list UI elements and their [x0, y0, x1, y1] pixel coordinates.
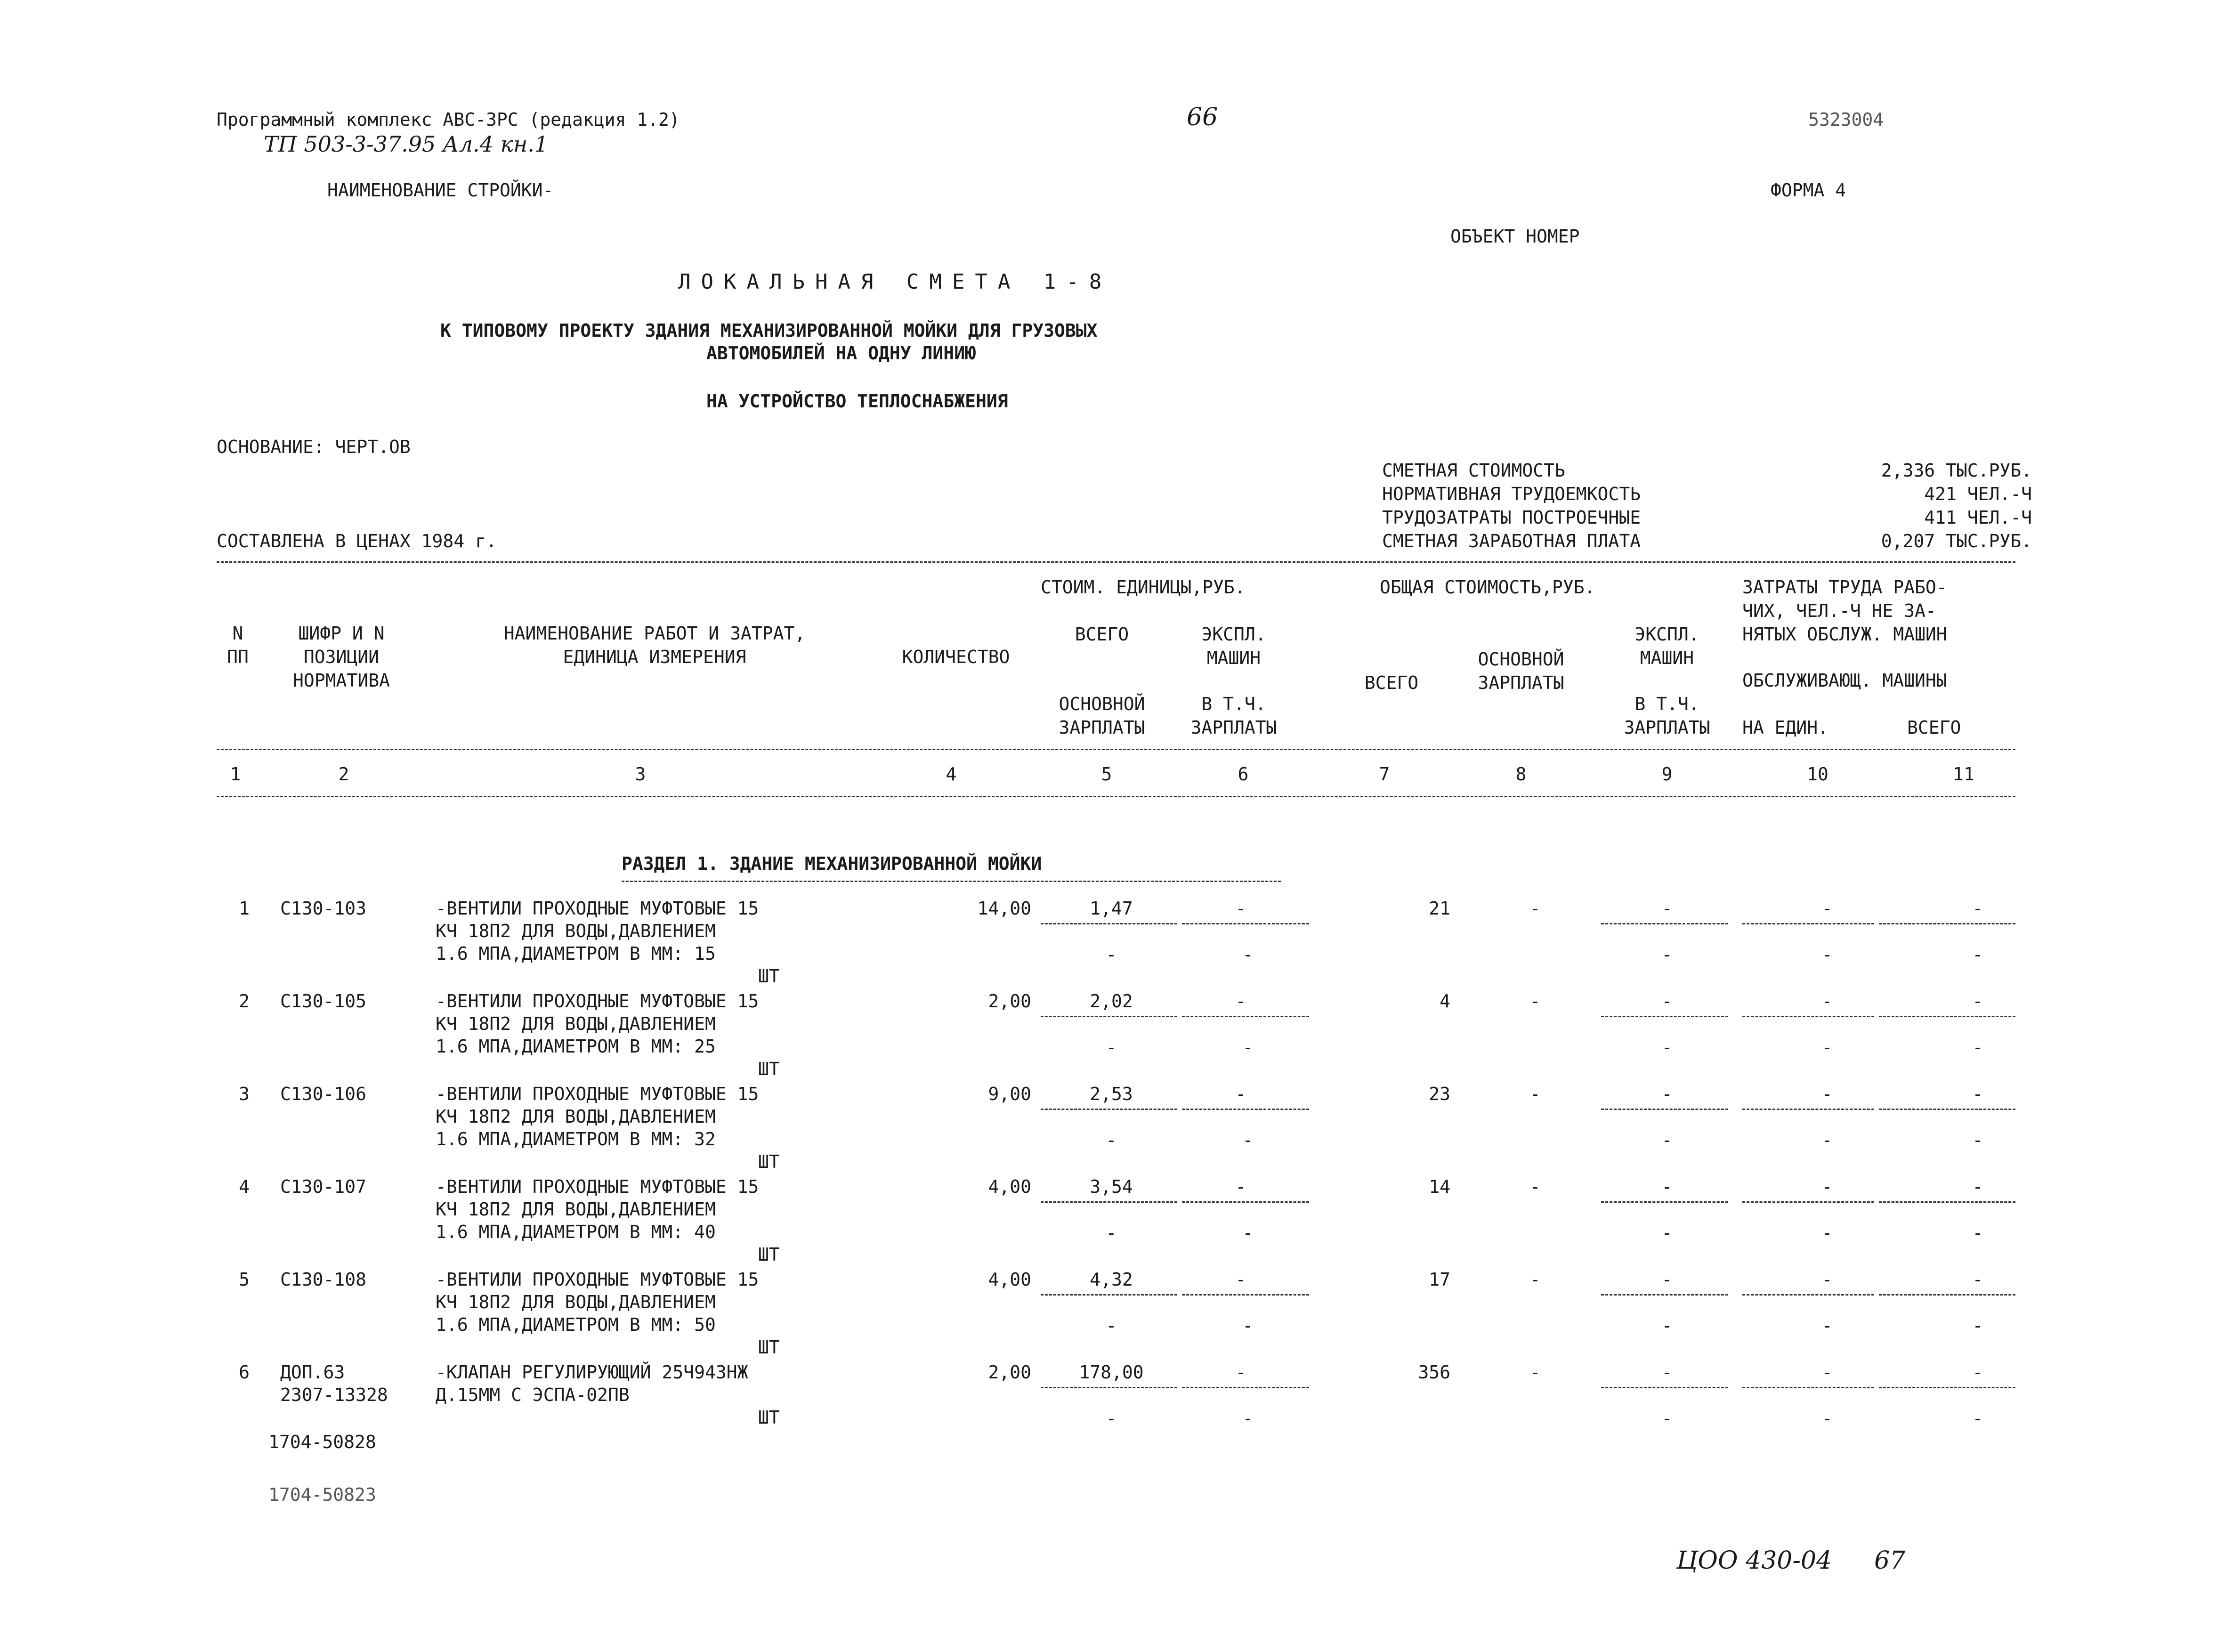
cell-l1: - — [1821, 898, 1833, 919]
subtotal-rule — [1742, 1201, 1874, 1203]
cell-exp2: - — [1661, 1408, 1673, 1429]
col-unit-machine-wage-header: В Т.Ч. ЗАРПЛАТЫ — [1190, 694, 1277, 738]
cell-code: С130-103 — [280, 898, 367, 919]
subtotal-rule — [1041, 1109, 1177, 1110]
cell-total: 4 — [1440, 991, 1450, 1012]
program-name: Программный комплекс АВС-3РС (редакция 1.2) — [217, 109, 680, 130]
col-unit-machines-header: ЭКСПЛ. МАШИН — [1201, 624, 1266, 668]
subtotal-rule — [1742, 1016, 1874, 1017]
column-number: 9 — [1661, 764, 1673, 785]
cell-total: 356 — [1418, 1362, 1450, 1383]
col-machines-header: ЭКСПЛ. МАШИН — [1634, 624, 1699, 668]
cell-wage: - — [1529, 991, 1541, 1012]
cell-exp2: - — [1661, 1037, 1673, 1058]
cell-mach: - — [1235, 1269, 1246, 1290]
object-number: ОБЪЕКТ НОМЕР — [1450, 226, 1580, 247]
cell-mach2: - — [1242, 1408, 1254, 1429]
section-title: РАЗДЕЛ 1. ЗДАНИЕ МЕХАНИЗИРОВАННОЙ МОЙКИ — [622, 853, 1042, 874]
subtotal-rule — [1182, 1109, 1309, 1110]
cell-l1b: - — [1821, 1037, 1833, 1058]
subtotal-rule — [1601, 1201, 1728, 1203]
col-labor-total-header: ВСЕГО — [1907, 717, 1961, 738]
cell-name: -ВЕНТИЛИ ПРОХОДНЫЕ МУФТОВЫЕ 15 КЧ 18П2 ДЛЯ ВОДЫ,ДАВЛЕНИЕМ 1.6 МПА,ДИАМЕТРОМ В ММ: 25 — [436, 991, 759, 1057]
summary-value: 0,207 ТЫС.РУБ. — [1881, 531, 2032, 551]
cell-price2: - — [1106, 1037, 1117, 1058]
extra-code: 1704-50828 — [268, 1432, 376, 1452]
subtotal-rule — [1601, 1016, 1728, 1017]
cell-unit: ШТ — [758, 1407, 780, 1428]
cell-mach2: - — [1242, 1037, 1254, 1058]
cell-unit: ШТ — [758, 1244, 780, 1265]
cell-unit: ШТ — [758, 1151, 780, 1172]
cell-mach: - — [1235, 1084, 1246, 1104]
cell-price: 3,54 — [1090, 1176, 1133, 1197]
cell-wage: - — [1529, 898, 1541, 919]
col-unit-wage-header: ОСНОВНОЙ ЗАРПЛАТЫ — [1059, 694, 1145, 738]
col-code-header: ШИФР И N ПОЗИЦИИ НОРМАТИВА — [293, 623, 390, 691]
cell-total: 23 — [1429, 1084, 1450, 1104]
estimate-title: ЛОКАЛЬНАЯ СМЕТА 1-8 — [678, 270, 1112, 294]
subtotal-rule — [1879, 1294, 2015, 1296]
cell-l1b: - — [1821, 1223, 1833, 1243]
cell-total: 14 — [1429, 1176, 1450, 1197]
handwritten-reference: ТП 503-3-37.95 Ал.4 кн.1 — [264, 131, 549, 157]
column-number: 7 — [1379, 764, 1390, 785]
cell-l2: - — [1972, 898, 1983, 919]
column-number: 3 — [635, 764, 646, 785]
title-line-2: АВТОМОБИЛЕЙ НА ОДНУ ЛИНИЮ — [706, 343, 976, 364]
cell-n: 6 — [239, 1362, 250, 1383]
subtotal-rule — [1041, 923, 1177, 924]
cell-n: 4 — [239, 1176, 250, 1197]
col-per-unit-header: НА ЕДИН. — [1742, 717, 1829, 738]
cell-exp2: - — [1661, 1315, 1673, 1336]
summary-label: СМЕТНАЯ СТОИМОСТЬ — [1382, 460, 1565, 481]
subtotal-rule — [1041, 1294, 1177, 1296]
cell-exp2: - — [1661, 944, 1673, 965]
cell-price: 1,47 — [1090, 898, 1133, 919]
cell-code: С130-106 — [280, 1084, 367, 1104]
cell-mach: - — [1235, 1176, 1246, 1197]
cell-l2b: - — [1972, 1315, 1983, 1336]
cell-qty: 2,00 — [988, 991, 1031, 1012]
subtotal-rule — [1182, 923, 1309, 924]
section-underline — [622, 881, 1281, 882]
cell-mach: - — [1235, 898, 1246, 919]
cell-l2b: - — [1972, 1408, 1983, 1429]
cell-name: -КЛАПАН РЕГУЛИРУЮЩИЙ 25Ч943НЖ Д.15ММ С ЭСПА-02ПВ — [436, 1362, 748, 1405]
subtotal-rule — [1182, 1294, 1309, 1296]
summary-value: 421 ЧЕЛ.-Ч — [1924, 484, 2032, 504]
header-rule — [217, 749, 2015, 750]
cell-mach2: - — [1242, 1130, 1254, 1150]
cell-unit: ШТ — [758, 966, 780, 987]
summary-label: СМЕТНАЯ ЗАРАБОТНАЯ ПЛАТА — [1382, 531, 1641, 551]
subtotal-rule — [1879, 1109, 2015, 1110]
cell-price: 2,53 — [1090, 1084, 1133, 1104]
cell-mach: - — [1235, 991, 1246, 1012]
cell-l1b: - — [1821, 1130, 1833, 1150]
extra-code: 1704-50823 — [268, 1484, 376, 1505]
document-code: 5323004 — [1808, 109, 1884, 130]
col-total-header: ВСЕГО — [1364, 672, 1419, 693]
summary-block — [1382, 459, 2032, 553]
column-number-rule — [217, 796, 2015, 797]
cell-exp: - — [1661, 1084, 1673, 1104]
col-unit-total-header: ВСЕГО — [1075, 624, 1129, 645]
cell-l1b: - — [1821, 1315, 1833, 1336]
cell-l2b: - — [1972, 1037, 1983, 1058]
cell-unit: ШТ — [758, 1059, 780, 1079]
cell-price: 178,00 — [1079, 1362, 1144, 1383]
subtotal-rule — [1601, 1109, 1728, 1110]
construction-name: НАИМЕНОВАНИЕ СТРОЙКИ- — [327, 180, 554, 201]
footer-handwritten-code: ЦОО 430-04 — [1676, 1547, 1832, 1575]
form-number: ФОРМА 4 — [1771, 180, 1846, 201]
cell-total: 17 — [1429, 1269, 1450, 1290]
cell-l2: - — [1972, 991, 1983, 1012]
cell-name: -ВЕНТИЛИ ПРОХОДНЫЕ МУФТОВЫЕ 15 КЧ 18П2 ДЛЯ ВОДЫ,ДАВЛЕНИЕМ 1.6 МПА,ДИАМЕТРОМ В ММ: 15 — [436, 898, 759, 964]
col-number-header: N ПП — [227, 623, 249, 667]
cell-l2: - — [1972, 1176, 1983, 1197]
cell-qty: 4,00 — [988, 1176, 1031, 1197]
column-number: 6 — [1238, 764, 1249, 785]
cell-exp2: - — [1661, 1130, 1673, 1150]
cell-l1: - — [1821, 991, 1833, 1012]
subtotal-rule — [1742, 1294, 1874, 1296]
table-top-rule — [217, 561, 2015, 563]
summary-value: 2,336 ТЫС.РУБ. — [1881, 460, 2032, 481]
cell-l2: - — [1972, 1362, 1983, 1383]
subtotal-rule — [1742, 1109, 1874, 1110]
cell-mach2: - — [1242, 1223, 1254, 1243]
cell-n: 3 — [239, 1084, 250, 1104]
cell-l2b: - — [1972, 1130, 1983, 1150]
cell-price: 2,02 — [1090, 991, 1133, 1012]
cell-qty: 9,00 — [988, 1084, 1031, 1104]
cell-price2: - — [1106, 1315, 1117, 1336]
col-machine-wage-header: В Т.Ч. ЗАРПЛАТЫ — [1624, 694, 1710, 738]
subtotal-rule — [1041, 1201, 1177, 1203]
labor-group-header: ЗАТРАТЫ ТРУДА РАБО- ЧИХ, ЧЕЛ.-Ч НЕ ЗА- НЯТЫХ ОБСЛУЖ. МАШИН — [1742, 577, 1947, 645]
subtotal-rule — [1182, 1016, 1309, 1017]
column-number: 2 — [338, 764, 349, 785]
cell-total: 21 — [1429, 898, 1450, 919]
cell-l2: - — [1972, 1269, 1983, 1290]
cell-exp: - — [1661, 898, 1673, 919]
cell-code: С130-105 — [280, 991, 367, 1012]
cell-mach: - — [1235, 1362, 1246, 1383]
cell-qty: 2,00 — [988, 1362, 1031, 1383]
subtotal-rule — [1182, 1387, 1309, 1388]
column-number: 1 — [230, 764, 241, 785]
cell-l2: - — [1972, 1084, 1983, 1104]
labor-machine-header: ОБСЛУЖИВАЮЩ. МАШИНЫ — [1742, 670, 1947, 691]
cell-exp: - — [1661, 1362, 1673, 1383]
subtotal-rule — [1879, 923, 2015, 924]
cell-qty: 14,00 — [977, 898, 1031, 919]
subtotal-rule — [1879, 1387, 2015, 1388]
subtotal-rule — [1041, 1016, 1177, 1017]
cell-code: С130-107 — [280, 1176, 367, 1197]
cell-l1b: - — [1821, 1408, 1833, 1429]
cell-wage: - — [1529, 1176, 1541, 1197]
cell-mach2: - — [1242, 1315, 1254, 1336]
subtotal-rule — [1879, 1016, 2015, 1017]
cell-exp: - — [1661, 1176, 1673, 1197]
cell-wage: - — [1529, 1362, 1541, 1383]
page-number: 66 — [1187, 103, 1218, 131]
title-line-1: К ТИПОВОМУ ПРОЕКТУ ЗДАНИЯ МЕХАНИЗИРОВАННОЙ МОЙКИ ДЛЯ ГРУЗОВЫХ — [440, 320, 1098, 341]
subtotal-rule — [1182, 1201, 1309, 1203]
subtotal-rule — [1601, 923, 1728, 924]
title-line-3: НА УСТРОЙСТВО ТЕПЛОСНАБЖЕНИЯ — [706, 391, 1008, 412]
price-base: СОСТАВЛЕНА В ЦЕНАХ 1984 г. — [217, 531, 497, 551]
column-number: 11 — [1953, 764, 1974, 785]
col-wage-header: ОСНОВНОЙ ЗАРПЛАТЫ — [1478, 649, 1564, 693]
cell-price2: - — [1106, 1130, 1117, 1150]
footer-handwritten-page: 67 — [1874, 1547, 1906, 1575]
subtotal-rule — [1879, 1201, 2015, 1203]
cell-qty: 4,00 — [988, 1269, 1031, 1290]
subtotal-rule — [1601, 1294, 1728, 1296]
cell-n: 5 — [239, 1269, 250, 1290]
unit-cost-group-header: СТОИМ. ЕДИНИЦЫ,РУБ. — [1041, 577, 1246, 598]
cell-code: С130-108 — [280, 1269, 367, 1290]
cell-wage: - — [1529, 1084, 1541, 1104]
cell-l1: - — [1821, 1084, 1833, 1104]
col-quantity-header: КОЛИЧЕСТВО — [902, 647, 1010, 667]
cell-code: ДОП.63 2307-13328 — [280, 1362, 388, 1405]
cell-l1: - — [1821, 1176, 1833, 1197]
cell-mach2: - — [1242, 944, 1254, 965]
summary-label: ТРУДОЗАТРАТЫ ПОСТРОЕЧНЫЕ — [1382, 507, 1641, 528]
cell-n: 1 — [239, 898, 250, 919]
cell-exp: - — [1661, 991, 1673, 1012]
cell-l1: - — [1821, 1362, 1833, 1383]
cell-price2: - — [1106, 944, 1117, 965]
column-number: 8 — [1515, 764, 1527, 785]
cell-price2: - — [1106, 1223, 1117, 1243]
column-number: 5 — [1101, 764, 1112, 785]
cell-exp: - — [1661, 1269, 1673, 1290]
cell-price2: - — [1106, 1408, 1117, 1429]
subtotal-rule — [1742, 1387, 1874, 1388]
summary-label: НОРМАТИВНАЯ ТРУДОЕМКОСТЬ — [1382, 484, 1641, 504]
column-number: 10 — [1807, 764, 1829, 785]
cell-wage: - — [1529, 1269, 1541, 1290]
cell-l2b: - — [1972, 1223, 1983, 1243]
column-number: 4 — [946, 764, 957, 785]
subtotal-rule — [1041, 1387, 1177, 1388]
cell-l2b: - — [1972, 944, 1983, 965]
cell-n: 2 — [239, 991, 250, 1012]
cell-unit: ШТ — [758, 1337, 780, 1358]
cell-l1: - — [1821, 1269, 1833, 1290]
cell-name: -ВЕНТИЛИ ПРОХОДНЫЕ МУФТОВЫЕ 15 КЧ 18П2 ДЛЯ ВОДЫ,ДАВЛЕНИЕМ 1.6 МПА,ДИАМЕТРОМ В ММ: 32 — [436, 1084, 759, 1150]
basis: ОСНОВАНИЕ: ЧЕРТ.ОВ — [217, 437, 411, 457]
cell-l1b: - — [1821, 944, 1833, 965]
cell-exp2: - — [1661, 1223, 1673, 1243]
cell-name: -ВЕНТИЛИ ПРОХОДНЫЕ МУФТОВЫЕ 15 КЧ 18П2 ДЛЯ ВОДЫ,ДАВЛЕНИЕМ 1.6 МПА,ДИАМЕТРОМ В ММ: 50 — [436, 1269, 759, 1335]
subtotal-rule — [1742, 923, 1874, 924]
col-name-header: НАИМЕНОВАНИЕ РАБОТ И ЗАТРАТ, ЕДИНИЦА ИЗМЕРЕНИЯ — [503, 623, 806, 667]
total-cost-group-header: ОБЩАЯ СТОИМОСТЬ,РУБ. — [1380, 577, 1595, 598]
cell-name: -ВЕНТИЛИ ПРОХОДНЫЕ МУФТОВЫЕ 15 КЧ 18П2 ДЛЯ ВОДЫ,ДАВЛЕНИЕМ 1.6 МПА,ДИАМЕТРОМ В ММ: 40 — [436, 1176, 759, 1242]
cell-price: 4,32 — [1090, 1269, 1133, 1290]
subtotal-rule — [1601, 1387, 1728, 1388]
summary-value: 411 ЧЕЛ.-Ч — [1924, 507, 2032, 528]
